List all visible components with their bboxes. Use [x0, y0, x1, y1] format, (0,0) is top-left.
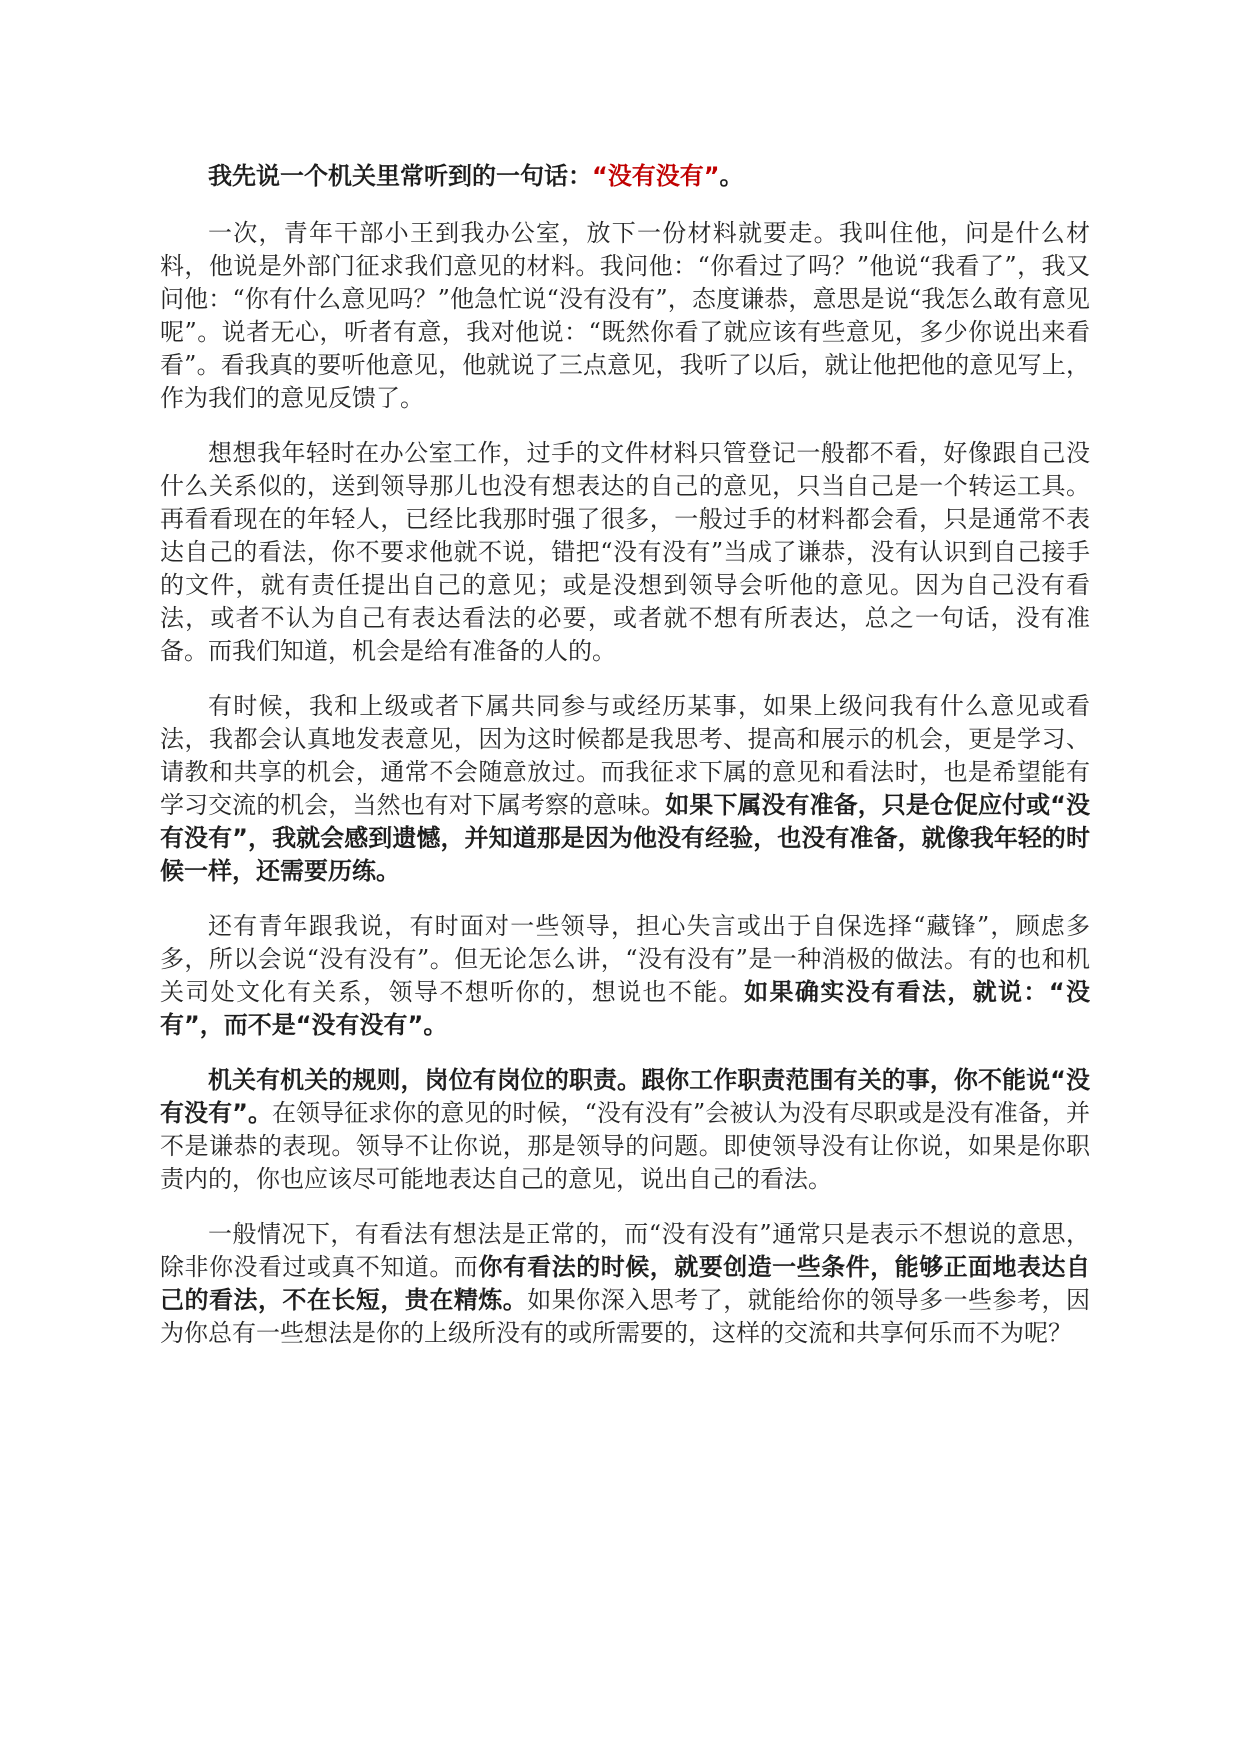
paragraph-5-bold: 机关有机关的规则，岗位有岗位的职责。跟你工作职责范围有关的事，你不能说“没有没有”。 [160, 1066, 1090, 1127]
paragraph-5 [160, 1064, 1090, 1196]
paragraph-6-bold: 你有看法的时候，就要创造一些条件，能够正面地表达自己的看法，不在长短，贵在精炼。 [160, 1253, 1091, 1314]
heading-tail: 。 [719, 162, 744, 190]
paragraph-6-text-b: 如果你深入思考了，就能给你的领导多一些参考，因为你总有一些想法是你的上级所没有的或所需要的，这样的交流和共享何乐而不为呢？ [160, 1286, 1090, 1347]
paragraph-2 [160, 437, 1090, 668]
paragraph-3-text: 有时候，我和上级或者下属共同参与或经历某事，如果上级问我有什么意见或看法，我都会认真地发表意见，因为这时候都是我思考、提高和展示的机会，更是学习、请教和共享的机会，通常不会随意放过。而我征求下属的意见和看法时，也是希望能有学习交流的机会，当然也有对下属考察的意味。 [160, 692, 1090, 819]
heading-lead: 我先说一个机关里常听到的一句话： [208, 162, 592, 190]
article-body [160, 160, 1090, 1372]
paragraph-1-text: 一次，青年干部小王到我办公室，放下一份材料就要走。我叫住他，问是什么材料，他说是外部门征求我们意见的材料。我问他：“你看过了吗？”他说“我看了”，我又问他：“你有什么意见吗？”他急忙说“没有没有”，态度谦恭，意思是说“我怎么敢有意见呢”。说者无心，听者有意，我对他说：“既然你看了就应该有些意见，多少你说出来看看”。看我真的要听他意见，他就说了三点意见，我听了以后，就让他把他的意见写上，作为我们的意见反馈了。 [160, 219, 1090, 412]
paragraph-4 [160, 910, 1090, 1042]
paragraph-2-text: 想想我年轻时在办公室工作，过手的文件材料只管登记一般都不看，好像跟自己没什么关系似的，送到领导那儿也没有想表达的自己的意见，只当自己是一个转运工具。再看看现在的年轻人，已经比我那时强了很多，一般过手的材料都会看，只是通常不表达自己的看法，你不要求他就不说，错把“没有没有”当成了谦恭，没有认识到自己接手的文件，就有责任提出自己的意见；或是没想到领导会听他的意见。因为自己没有看法，或者不认为自己有表达看法的必要，或者就不想有所表达，总之一句话，没有准备。而我们知道，机会是给有准备的人的。 [160, 439, 1090, 665]
paragraph-5-text: 在领导征求你的意见的时候，“没有没有”会被认为没有尽职或是没有准备，并不是谦恭的表现。领导不让你说，那是领导的问题。即使领导没有让你说，如果是你职责内的，你也应该尽可能地表达自己的意见，说出自己的看法。 [160, 1099, 1090, 1193]
heading-quote: “没有没有” [592, 162, 720, 190]
paragraph-3-bold: 如果下属没有准备，只是仓促应付或“没有没有”，我就会感到遗憾，并知道那是因为他没有经验，也没有准备，就像我年轻的时候一样，还需要历练。 [160, 791, 1090, 885]
paragraph-6-text-a: 一般情况下，有看法有想法是正常的，而“没有没有”通常只是表示不想说的意思，除非你没看过或真不知道。而 [160, 1220, 1090, 1281]
opening-heading [160, 160, 1090, 193]
paragraph-1 [160, 217, 1090, 415]
paragraph-6 [160, 1218, 1090, 1350]
paragraph-4-text: 还有青年跟我说，有时面对一些领导，担心失言或出于自保选择“藏锋”，顾虑多多，所以会说“没有没有”。但无论怎么讲，“没有没有”是一种消极的做法。有的也和机关司处文化有关系，领导不想听你的，想说也不能。 [160, 912, 1090, 1006]
paragraph-4-bold: 如果确实没有看法，就说：“没有”，而不是“没有没有”。 [160, 978, 1091, 1039]
paragraph-3 [160, 690, 1090, 888]
